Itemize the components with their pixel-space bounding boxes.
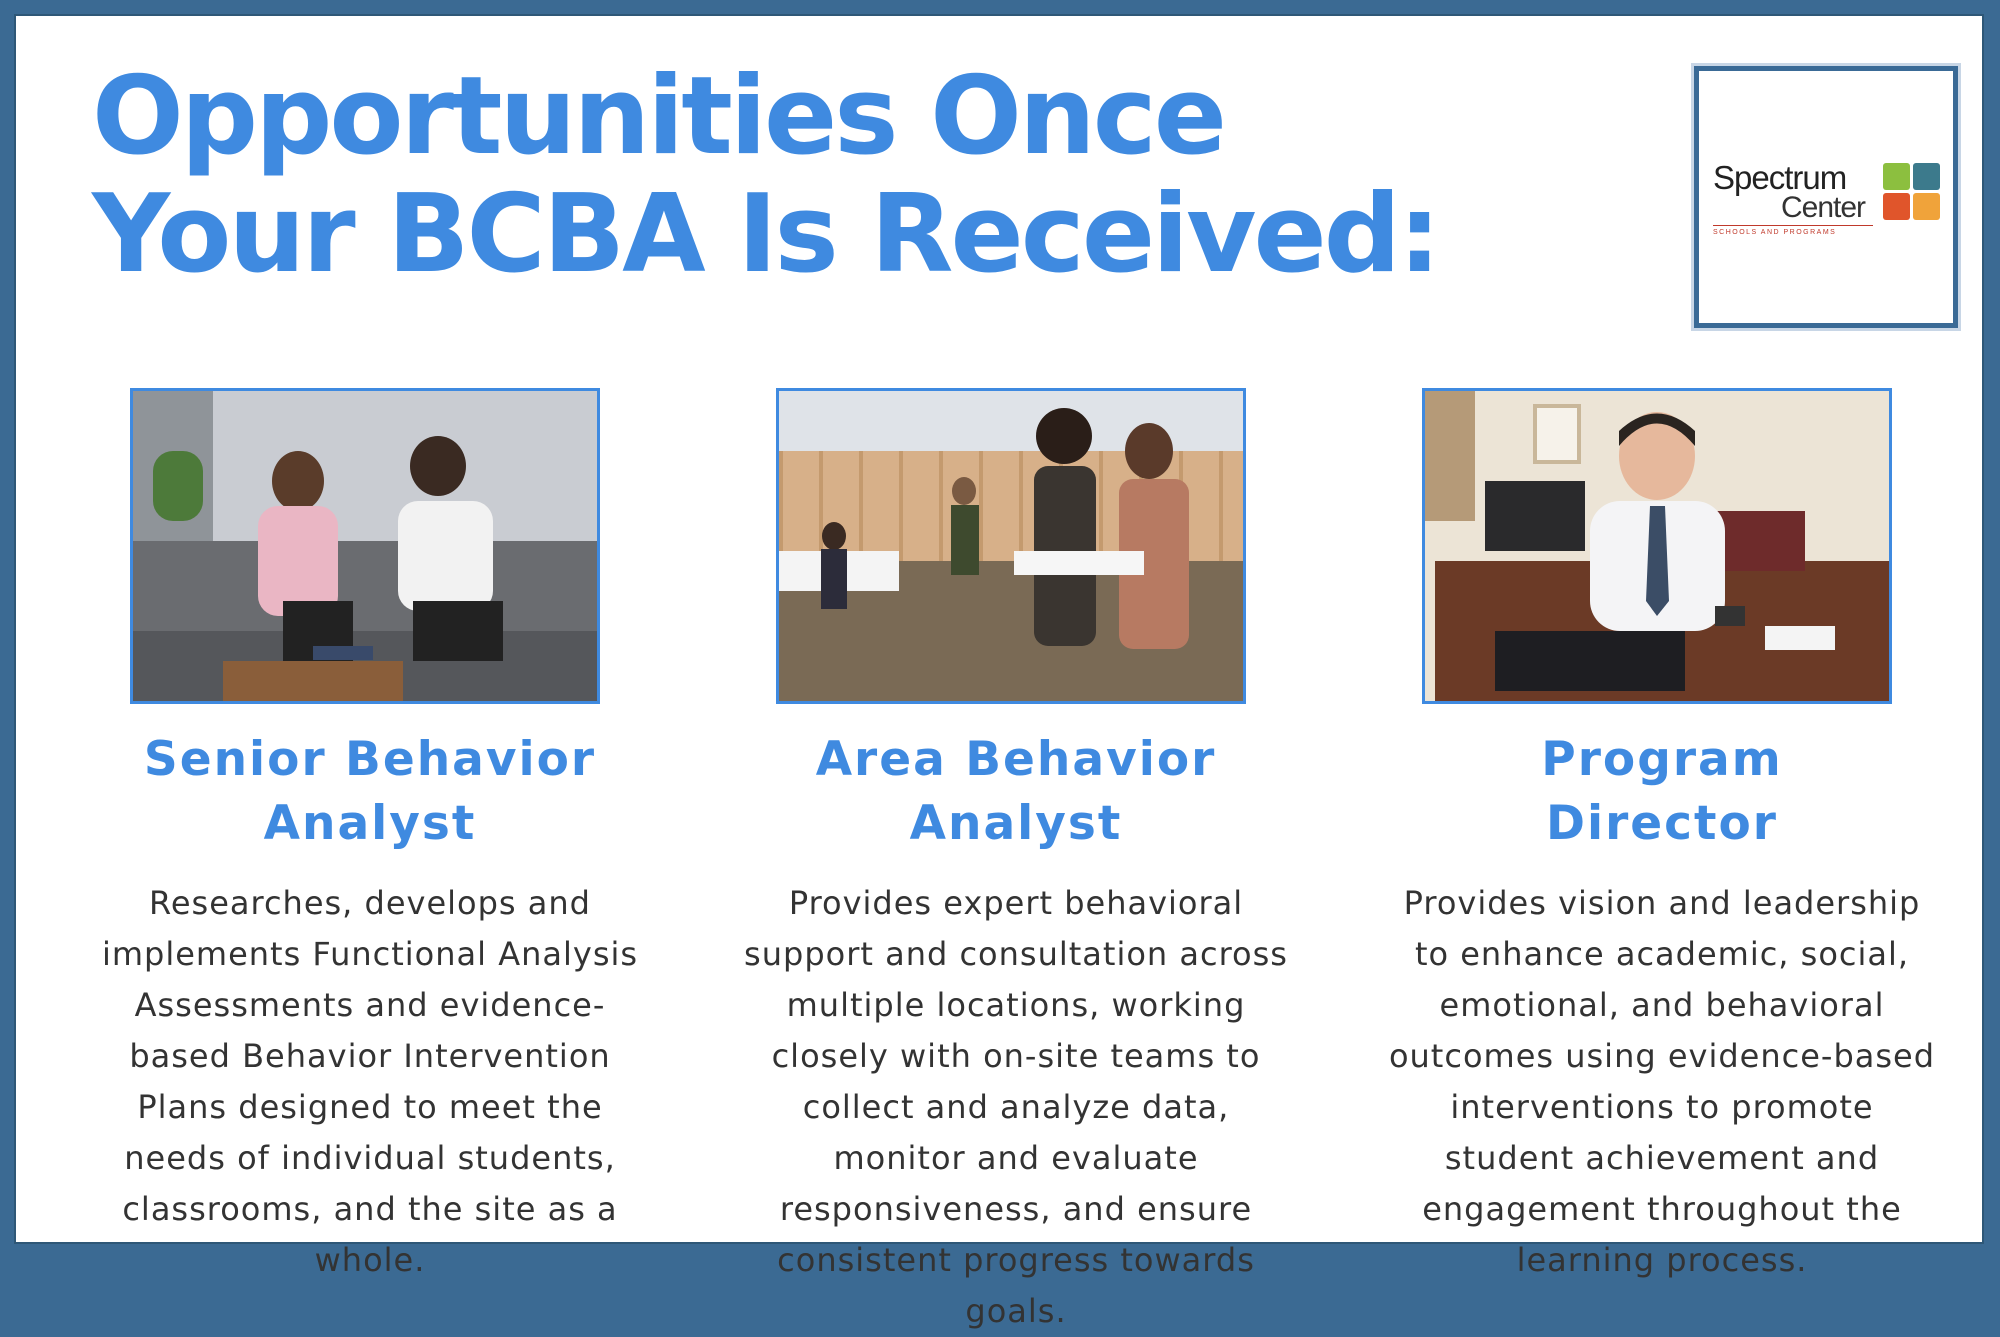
- logo-tagline: SCHOOLS AND PROGRAMS: [1713, 229, 1837, 236]
- role-title: [736, 728, 1296, 856]
- logo-divider: [1713, 225, 1873, 226]
- role-title-line-1: Area Behavior: [815, 732, 1217, 787]
- role-description: Provides expert behavioral support and consultation across multiple locations, working closely with on-site teams to collect and analyze data, monitor and evaluate responsiveness, and ensure consistent progress towards goals.: [744, 884, 1288, 1330]
- role-title-line-2: Director: [1546, 796, 1778, 851]
- logo-name-line-1: Spectrum: [1713, 159, 1847, 196]
- role-description: Provides vision and leadership to enhance academic, social, emotional, and behavioral outcomes using evidence-based interventions to promote student achievement and engagement throughout the learning process.: [1388, 884, 1936, 1279]
- flyer-frame: [14, 14, 1984, 1330]
- spectrum-center-logo: [1694, 66, 1958, 328]
- title-line-2: Your BCBA Is Received:: [92, 172, 1439, 297]
- role-title: [1382, 728, 1942, 856]
- logo-name-line-2: Center: [1781, 191, 1866, 224]
- two-people-talking-on-sofa-photo: [130, 388, 600, 704]
- man-seated-at-office-desk-photo: [1422, 388, 1892, 704]
- role-title-line-1: Program: [1541, 732, 1783, 787]
- four-squares-logo-icon: [1883, 163, 1943, 223]
- page-title: [92, 54, 1439, 297]
- role-title-line-1: Senior Behavior: [143, 732, 597, 787]
- role-title: [90, 728, 650, 856]
- title-line-1: Opportunities Once: [92, 54, 1225, 179]
- role-title-line-2: Analyst: [263, 796, 477, 851]
- staff-reviewing-papers-in-yard-photo: [776, 388, 1246, 704]
- role-title-line-2: Analyst: [909, 796, 1123, 851]
- role-description: Researches, develops and implements Functional Analysis Assessments and evidence-based Behavior Intervention Plans designed to meet the needs of individual students, classrooms, and the site as a whole.: [101, 884, 639, 1279]
